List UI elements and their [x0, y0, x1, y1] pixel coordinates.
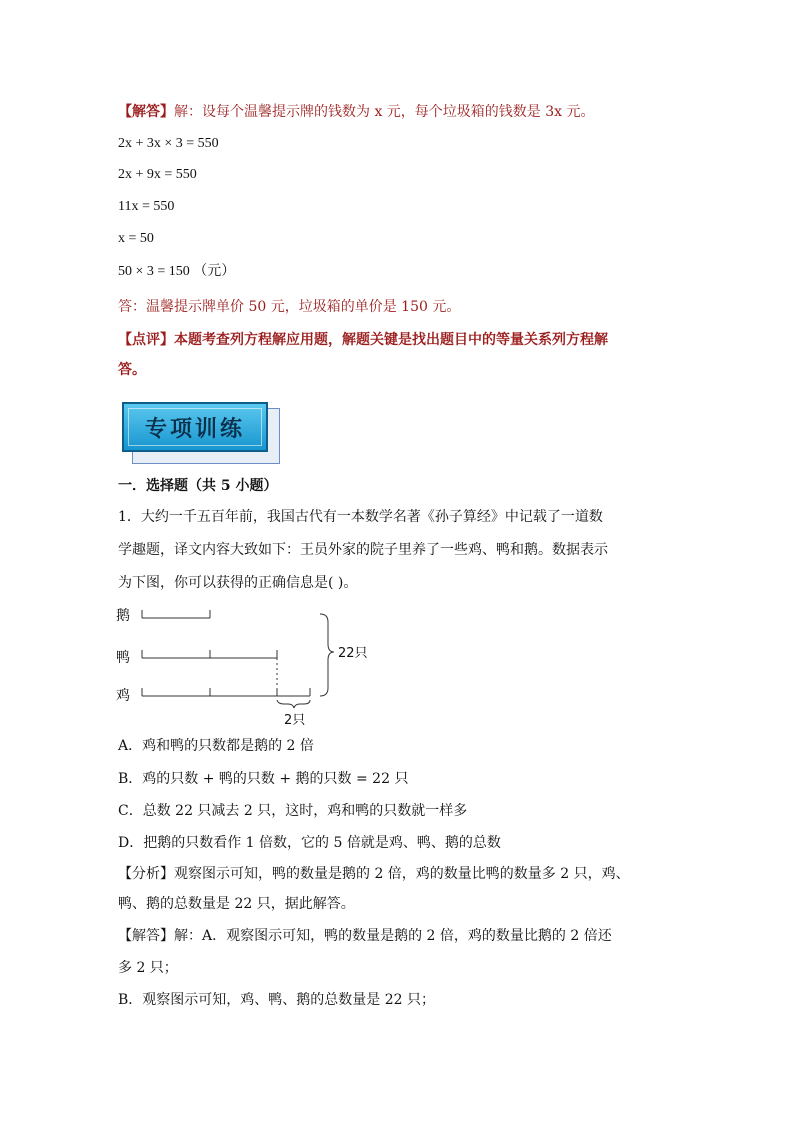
question-line-1: 1．大约一千五百年前，我国古代有一本数学名著《孙子算经》中记载了一道数	[118, 509, 603, 525]
section-title: 一．选择题（共 5 小题）	[118, 478, 278, 494]
review-line-2: 答。	[118, 362, 146, 378]
equation-5: 50 × 3 = 150 （元）	[118, 264, 236, 279]
equation-4: x = 50	[118, 231, 154, 246]
solution-intro	[118, 102, 595, 122]
equation-3: 11x = 550	[118, 199, 175, 214]
question-line-3: 为下图，你可以获得的正确信息是( )。	[118, 575, 358, 591]
analysis-line-2: 鸭、鹅的总数量是 22 只，据此解答。	[118, 896, 355, 912]
section-banner	[122, 402, 278, 462]
extra-label: 2只	[284, 713, 306, 728]
option-c: C．总数 22 只减去 2 只，这时，鸡和鸭的只数就一样多	[118, 803, 468, 819]
banner-label: 专项训练	[144, 416, 245, 442]
equation-2: 2x + 9x = 550	[118, 167, 197, 182]
total-label: 22只	[338, 646, 368, 661]
question-line-2: 学趣题，译文内容大致如下：王员外家的院子里养了一些鸡、鸭和鹅。数据表示	[118, 542, 608, 558]
line-segment-diagram	[110, 600, 410, 730]
option-d: D．把鹅的只数看作 1 倍数，它的 5 倍就是鸡、鸭、鹅的总数	[118, 835, 501, 851]
banner-box	[122, 402, 268, 452]
row-label-goose: 鹅	[116, 608, 130, 624]
option-b: B．鸡的只数 + 鸭的只数 + 鹅的只数 = 22 只	[118, 771, 409, 787]
equation-1: 2x + 3x × 3 = 550	[118, 136, 219, 151]
row-label-chicken: 鸡	[116, 688, 130, 704]
solution-intro-text: 解：设每个温馨提示牌的钱数为 x 元，每个垃圾箱的钱数是 3x 元。	[174, 104, 595, 120]
answer-line: 答：温馨提示牌单价 50 元，垃圾箱的单价是 150 元。	[118, 299, 461, 315]
review-line-1: 【点评】本题考查列方程解应用题，解题关键是找出题目中的等量关系列方程解	[118, 332, 608, 348]
answer2-line-3: B．观察图示可知，鸡、鸭、鹅的总数量是 22 只；	[118, 992, 436, 1008]
option-a: A．鸡和鸭的只数都是鹅的 2 倍	[118, 738, 314, 754]
solution-tag: 【解答】	[118, 104, 174, 120]
answer2-line-2: 多 2 只；	[118, 960, 178, 976]
answer2-line-1: 【解答】解：A．观察图示可知，鸭的数量是鹅的 2 倍，鸡的数量比鹅的 2 倍还	[118, 928, 612, 944]
analysis-line-1: 【分析】观察图示可知，鸭的数量是鹅的 2 倍，鸡的数量比鸭的数量多 2 只，鸡、	[118, 866, 630, 882]
row-label-duck: 鸭	[116, 650, 130, 666]
